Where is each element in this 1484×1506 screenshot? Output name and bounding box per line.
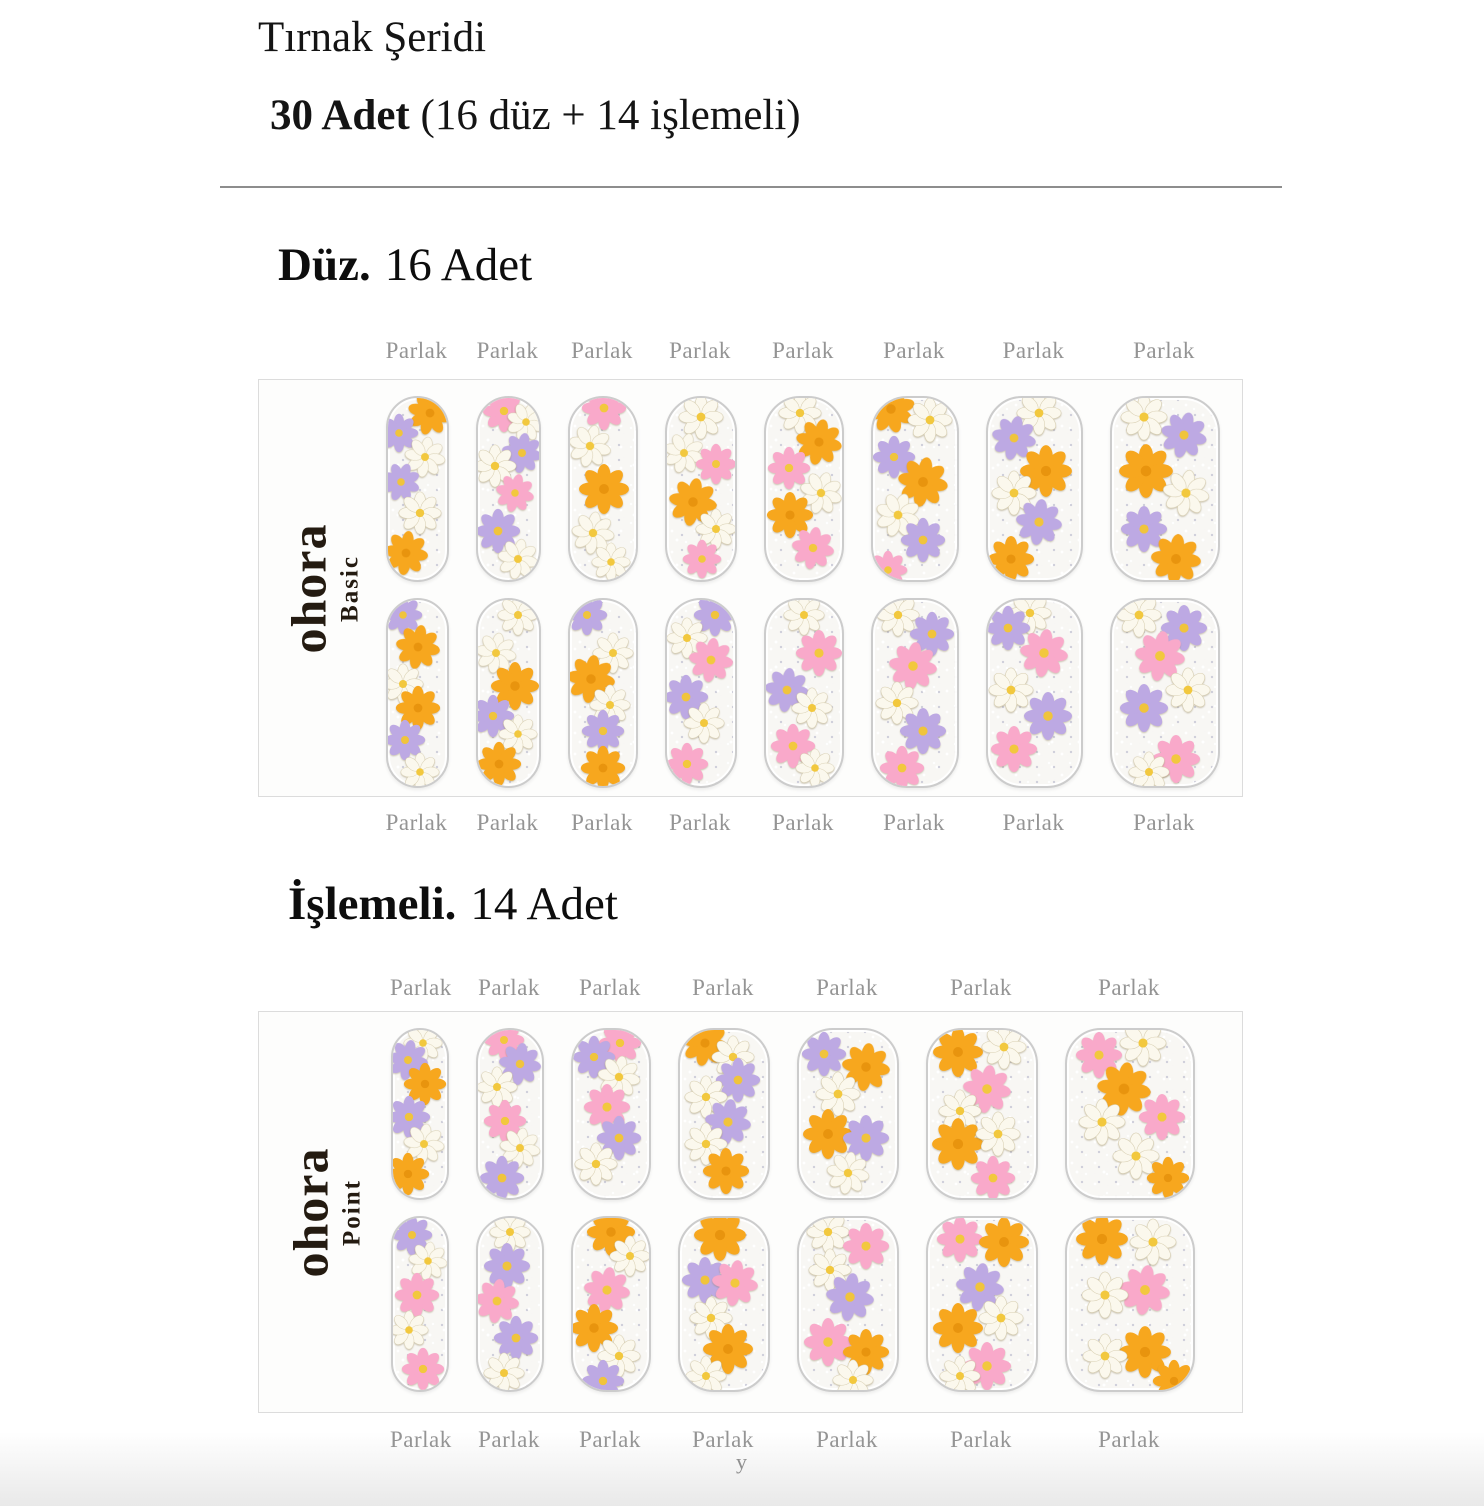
nail-strip xyxy=(986,396,1083,582)
shine-label: Parlak xyxy=(669,810,731,836)
section-islemeli xyxy=(0,877,1484,1474)
daisy-white xyxy=(591,542,631,582)
shine-labels-bottom-islemeli xyxy=(258,1427,1243,1474)
nail-strip xyxy=(797,1216,899,1392)
shine-label: Parlak xyxy=(692,974,754,1000)
daisy-lavender xyxy=(1119,683,1169,733)
nail-grid-islemeli xyxy=(391,1012,1195,1412)
daisy-white xyxy=(483,1352,525,1392)
daisy-orange xyxy=(978,1216,1030,1268)
shine-label: Parlak xyxy=(579,974,641,1000)
nail-grid-duz xyxy=(386,380,1220,796)
nail-strip xyxy=(1065,1216,1195,1392)
nail-sheet-duz xyxy=(258,379,1243,797)
daisy-orange xyxy=(1152,1359,1195,1392)
daisy-white xyxy=(683,702,725,744)
daisy-white xyxy=(391,1310,429,1350)
nail-strip xyxy=(386,396,449,582)
piece-count-detail: (16 düz + 14 işlemeli) xyxy=(409,92,801,140)
shine-label: Parlak xyxy=(883,810,945,836)
shine-label: Parlak xyxy=(478,974,540,1000)
daisy-orange xyxy=(578,463,630,515)
shine-label: Parlak xyxy=(1133,810,1195,836)
nail-strip xyxy=(678,1028,770,1200)
shine-label: Parlak xyxy=(1002,810,1065,836)
shine-label: Parlak xyxy=(478,1427,540,1452)
shine-label: Parlak xyxy=(692,1427,754,1452)
shine-label: Parlak xyxy=(1098,974,1160,1000)
page-title: Tırnak Şeridi xyxy=(258,14,487,61)
daisy-pink xyxy=(990,725,1038,773)
nail-strip xyxy=(476,1216,544,1392)
brand-logo-text: ohora xyxy=(280,523,336,654)
shine-label: Parlak xyxy=(476,338,539,363)
daisy-orange xyxy=(476,741,522,787)
daisy-orange xyxy=(702,1147,750,1195)
nail-strip xyxy=(568,396,638,582)
daisy-white xyxy=(400,752,440,789)
daisy-white xyxy=(493,534,541,583)
shine-label: Parlak xyxy=(772,810,834,836)
brand-rotated xyxy=(280,523,363,654)
daisy-lavender xyxy=(479,1155,525,1200)
daisy-white xyxy=(975,1111,1021,1157)
nail-strip xyxy=(926,1028,1038,1200)
section-duz xyxy=(0,240,1484,837)
nail-strip xyxy=(571,1028,651,1200)
shine-label: Parlak xyxy=(1002,338,1065,363)
shine-labels-top-duz xyxy=(258,338,1243,364)
nail-strip xyxy=(476,396,541,582)
nail-strip xyxy=(678,1216,770,1392)
shine-label: Parlak xyxy=(385,810,448,836)
brand-line-name: Basic xyxy=(336,554,363,622)
daisy-orange xyxy=(386,527,432,579)
daisy-orange xyxy=(1147,530,1204,582)
daisy-pink xyxy=(788,522,839,573)
daisy-pink xyxy=(665,742,709,786)
nail-strip xyxy=(571,1216,651,1392)
nail-strip xyxy=(386,598,449,788)
nail-strip xyxy=(764,598,844,788)
shine-label: Parlak xyxy=(669,338,731,363)
daisy-white xyxy=(795,748,835,788)
nail-strip xyxy=(986,598,1083,788)
daisy-white xyxy=(823,1147,874,1198)
daisy-white xyxy=(1081,1271,1129,1319)
shine-label: Parlak xyxy=(950,974,1012,1000)
daisy-white xyxy=(398,491,442,535)
section-duz-heading xyxy=(278,240,1484,292)
brand-logo-text: ohora xyxy=(282,1147,339,1277)
shine-label: Parlak xyxy=(883,338,945,363)
daisy-pink xyxy=(970,1155,1016,1200)
daisy-white xyxy=(574,1142,618,1186)
section-duz-heading-count: 16 Adet xyxy=(384,239,533,292)
section-duz-heading-bold: Düz. xyxy=(278,239,371,292)
daisy-pink xyxy=(682,539,722,579)
daisy-white xyxy=(1165,667,1211,713)
brand-column xyxy=(259,380,386,796)
piece-count-bold: 30 Adet xyxy=(270,92,410,140)
nail-strip xyxy=(476,1028,544,1200)
brand-column xyxy=(259,1012,391,1412)
nail-strip xyxy=(391,1216,449,1392)
daisy-white xyxy=(1128,751,1170,789)
section-islemeli-heading-bold: İşlemeli. xyxy=(288,877,457,930)
nail-strip xyxy=(871,598,959,788)
nail-strip xyxy=(1110,598,1220,788)
daisy-orange xyxy=(1146,1156,1190,1200)
piece-count-line xyxy=(270,92,1484,140)
shine-label: Parlak xyxy=(816,974,878,1000)
nail-strip xyxy=(476,598,541,788)
shine-label: Parlak xyxy=(772,338,834,363)
section-islemeli-heading xyxy=(288,879,1484,931)
nail-strip xyxy=(1110,396,1220,582)
stray-glyph: y xyxy=(736,1449,747,1474)
section-islemeli-heading-count: 14 Adet xyxy=(470,877,618,930)
shine-label: Parlak xyxy=(1133,338,1195,363)
shine-label: Parlak xyxy=(390,974,452,1000)
nail-strip xyxy=(568,598,638,788)
shine-label: Parlak xyxy=(579,1427,641,1452)
daisy-white xyxy=(685,1355,727,1392)
brand-line-name: Point xyxy=(338,1178,366,1246)
brand-rotated xyxy=(282,1147,366,1277)
daisy-white xyxy=(832,1359,874,1392)
daisy-orange xyxy=(1075,1216,1129,1266)
nail-strip xyxy=(764,396,844,582)
nail-strip xyxy=(391,1028,449,1200)
daisy-orange xyxy=(391,1152,430,1196)
daisy-white xyxy=(497,598,539,636)
daisy-orange xyxy=(987,535,1035,583)
daisy-white xyxy=(1129,1218,1177,1266)
shine-label: Parlak xyxy=(1098,1427,1160,1452)
daisy-orange xyxy=(580,745,626,789)
daisy-white xyxy=(978,1295,1024,1341)
nail-sheet-islemeli xyxy=(258,1011,1243,1413)
shine-labels-bottom-duz xyxy=(258,810,1243,836)
nail-strip xyxy=(1065,1028,1195,1200)
daisy-pink xyxy=(401,1347,445,1391)
shine-label: Parlak xyxy=(476,810,539,836)
daisy-pink xyxy=(879,745,925,789)
nail-strip xyxy=(665,598,737,788)
shine-label: Parlak xyxy=(571,338,633,363)
nail-strip xyxy=(926,1216,1038,1392)
shine-label: Parlak xyxy=(816,1427,878,1452)
shine-label: Parlak xyxy=(385,338,448,363)
nail-strip xyxy=(871,396,959,582)
shine-label: Parlak xyxy=(390,1427,452,1452)
shine-labels-top-islemeli xyxy=(258,975,1243,1001)
shine-label: Parlak xyxy=(571,810,633,836)
nail-strip xyxy=(665,396,737,582)
shine-label: Parlak xyxy=(950,1427,1012,1452)
nail-strip xyxy=(797,1028,899,1200)
daisy-pink xyxy=(871,550,908,583)
daisy-lavender xyxy=(581,1359,625,1392)
daisy-white xyxy=(939,1355,981,1392)
divider xyxy=(220,186,1282,188)
daisy-white xyxy=(1082,1333,1128,1379)
